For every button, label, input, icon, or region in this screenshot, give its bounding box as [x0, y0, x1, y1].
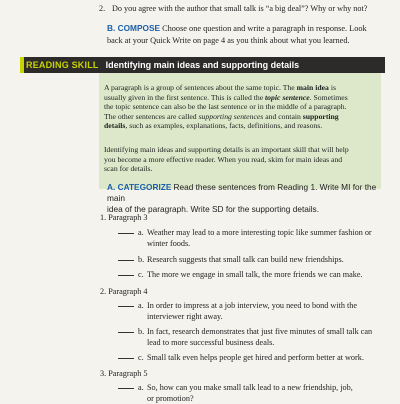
categorize-line-2: idea of the paragraph. Write SD for the supporting details. — [107, 204, 320, 214]
item-letter: b. — [138, 327, 145, 336]
answer-blank[interactable] — [118, 260, 134, 261]
text: . Sometimes — [309, 92, 348, 102]
item-text: Research suggests that small talk can build new friendships. — [147, 255, 344, 264]
item-letter: c. — [138, 353, 144, 362]
item-text: So, how can you make small talk lead to a new friendship, job, — [147, 383, 353, 392]
paragraph-4-heading: 2. Paragraph 4 — [100, 287, 148, 296]
item-text: The more we engage in small talk, the more friends we can make. — [147, 270, 363, 279]
term-supporting: supporting — [302, 111, 339, 121]
answer-blank[interactable] — [118, 332, 134, 333]
item-text: In order to impress at a job interview, you need to bond with the — [147, 301, 358, 310]
question-number: 2. — [99, 4, 106, 13]
compose-line-2: back at your Quick Write on page 4 as you think about what you learned. — [107, 35, 350, 45]
text: , such as examples, explanations, facts, definitions, and reasons. — [125, 121, 323, 131]
item-letter: c. — [138, 270, 144, 279]
categorize-line-1: Read these sentences from Reading 1. Write MI for the main — [107, 182, 377, 203]
item-text: Weather may lead to a more interesting topic like summer fashion or — [147, 228, 372, 237]
text: is — [328, 83, 336, 92]
term-main-idea: main idea — [296, 83, 329, 92]
reading-skill-box — [99, 73, 381, 189]
text: usually given in the first sentence. This is called the — [104, 92, 266, 102]
compose-line-1: Choose one question and write a paragraph in response. Look — [162, 24, 367, 33]
text: the topic sentence can also be the last sentence or in the middle of a paragraph. — [104, 102, 347, 112]
answer-blank[interactable] — [118, 306, 134, 307]
text: and contain — [263, 111, 303, 121]
text: scan for details. — [104, 164, 153, 174]
paragraph-3-heading: 1. Paragraph 3 — [100, 213, 148, 222]
item-text-cont: or promotion? — [147, 394, 194, 404]
item-letter: a. — [138, 228, 144, 237]
text: A paragraph is a group of sentences about the same topic. The — [104, 83, 297, 92]
categorize-instruction — [107, 182, 392, 215]
answer-blank[interactable] — [118, 233, 134, 234]
item-text: Small talk even helps people get hired and perform better at work. — [147, 353, 364, 362]
term-topic-sentence: topic sentence — [265, 92, 310, 102]
answer-blank[interactable] — [118, 358, 134, 359]
list-item — [118, 269, 393, 280]
item-text-cont: interviewer right away. — [147, 312, 223, 322]
item-text-cont: lead to more successful business deals. — [147, 338, 275, 348]
list-item — [118, 326, 393, 348]
list-item — [118, 227, 393, 249]
list-item — [118, 352, 393, 363]
text: The other sentences are called — [104, 111, 199, 121]
skill-paragraph-1 — [104, 83, 379, 131]
item-letter: a. — [138, 383, 144, 392]
item-letter: b. — [138, 255, 145, 264]
reading-skill-tag: READING SKILL — [26, 60, 99, 70]
term-details: details — [104, 121, 126, 131]
item-letter: a. — [138, 301, 144, 310]
list-item — [118, 254, 393, 265]
categorize-label: A. CATEGORIZE — [107, 182, 172, 192]
answer-blank[interactable] — [118, 275, 134, 276]
item-text-cont: winter foods. — [147, 239, 191, 249]
text: Identifying main ideas and supporting details is an important skill that will help — [104, 145, 349, 154]
answer-blank[interactable] — [118, 388, 134, 389]
item-text: In fact, research demonstrates that just five minutes of small talk can — [147, 327, 373, 336]
term-supporting-sentences: supporting sentences — [198, 111, 264, 121]
list-item — [118, 382, 393, 404]
question-text: Do you agree with the author that small talk is “a big deal”? Why or why not? — [112, 4, 368, 13]
compose-label: B. COMPOSE — [107, 23, 161, 33]
list-item — [118, 300, 393, 322]
reading-skill-header — [20, 57, 385, 73]
compose-instruction — [107, 23, 392, 46]
paragraph-5-heading: 3. Paragraph 5 — [100, 369, 148, 378]
question-2 — [99, 3, 389, 14]
reading-skill-title: Identifying main ideas and supporting details — [105, 60, 300, 70]
skill-paragraph-2 — [104, 145, 379, 174]
text: you become a more effective reader. When you read, skim for main ideas and — [104, 154, 343, 164]
